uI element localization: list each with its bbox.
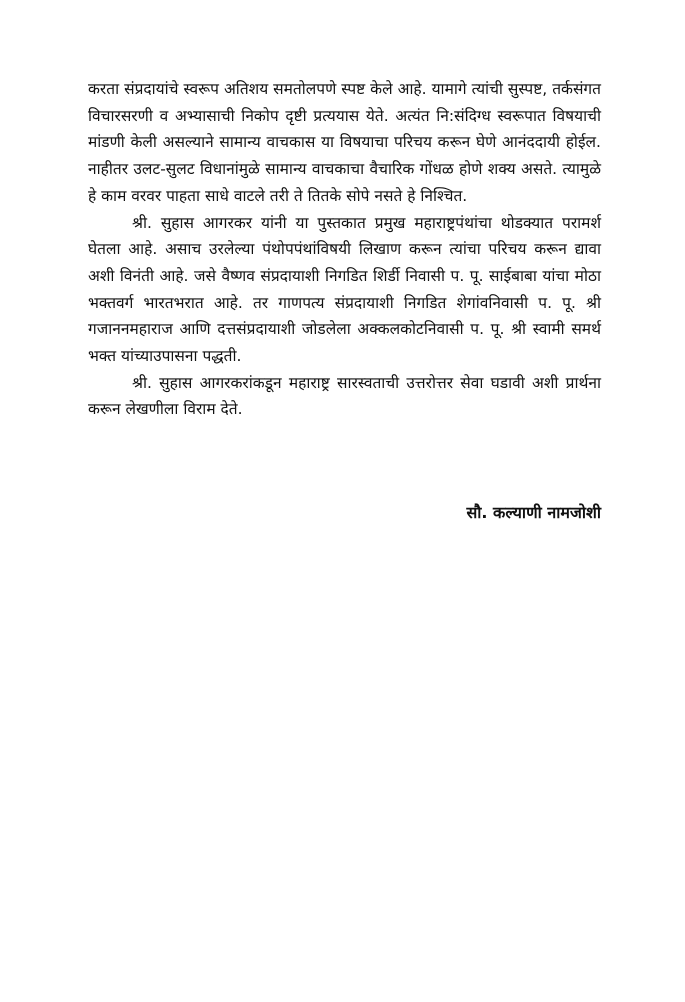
paragraph-continuation: करता संप्रदायांचे स्वरूप अतिशय समतोलपणे स्पष्ट केले आहे. यामागे त्यांची सुस्पष्ट, तर्कसंगत विचारसरणी व अभ्यासाची निकोप दृष्टी प्रत्ययास येते. अत्यंत नि:संदिग्ध स्वरूपात विषयाची मांडणी केली असल्याने सामान्य वाचकास या विषयाचा परिचय करून घेणे आनंददायी होईल. नाहीतर उलट-सुलट विधानांमुळे सामान्य वाचकाचा वैचारिक गोंधळ होणे शक्य असते. त्यामुळे हे काम वरवर पाहता साधे वाटले तरी ते तितके सोपे नसते हे निश्चित.	[88, 80, 601, 205]
paragraph-closing: श्री. सुहास आगरकरांकडून महाराष्ट्र सारस्वताची उत्तरोत्तर सेवा घडावी अशी प्रार्थना करून लेखणीला विराम देते.	[88, 373, 601, 419]
paragraph-request: श्री. सुहास आगरकर यांनी या पुस्तकात प्रमुख महाराष्ट्रपंथांचा थोडक्यात परामर्श घेतला आहे. असाच उरलेल्या पंथोपपंथांविषयी लिखाण करून त्यांचा परिचय करून द्यावा अशी विनंती आहे. जसे वैष्णव संप्रदायाशी निगडित शिर्डी निवासी प. पू. साईबाबा यांचा मोठा भक्तवर्ग भारतभरात आहे. तर गाणपत्य संप्रदायाशी निगडित शेगांवनिवासी प. पू. श्री गजाननमहाराज आणि दत्तसंप्रदायाशी जोडलेला अक्कलकोटनिवासी प. पू. श्री स्वामी समर्थ भक्त यांच्याउपासना पद्धती.	[88, 213, 601, 366]
body-text	[88, 76, 601, 423]
author-signature: सौ. कल्याणी नामजोशी	[466, 503, 601, 522]
